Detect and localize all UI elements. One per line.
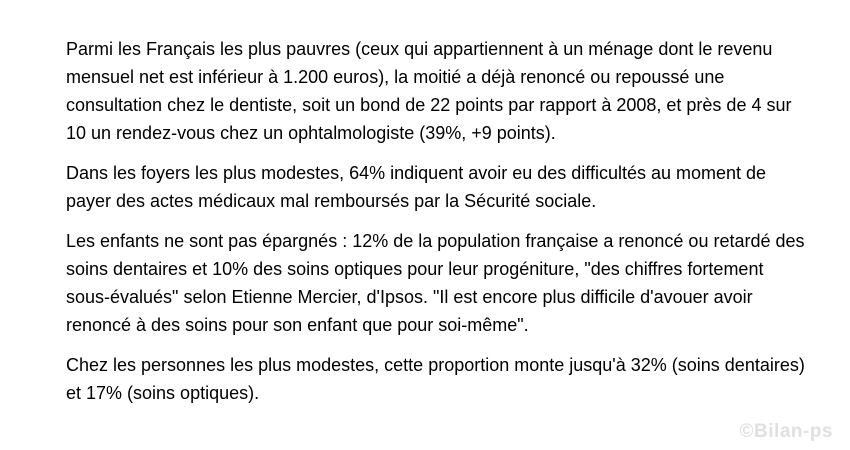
watermark: ©Bilan-ps xyxy=(739,421,833,442)
paragraph-children: Les enfants ne sont pas épargnés : 12% de la population française a renoncé ou retardé des soins dentaires et 10% des soins optiques pour leur progéniture, "des chiffres fortement sous-évalués" selon Etienne Mercier, d'Ipsos. "Il est encore plus difficile d'avouer avoir renoncé à des soins pour son enfant que pour soi-même". xyxy=(66,231,805,335)
paragraph-proportion: Chez les personnes les plus modestes, cette proportion monte jusqu'à 32% (soins dentaires) et 17% (soins optiques). xyxy=(66,355,805,403)
paragraph-poorest-french: Parmi les Français les plus pauvres (ceux qui appartiennent à un ménage dont le revenu mensuel net est inférieur à 1.200 euros), la moitié a déjà renoncé ou repoussé une consultation chez le dentiste, soit un bond de 22 points par rapport à 2008, et près de 4 sur 10 un rendez-vous chez un ophtalmologiste (39%, +9 points). xyxy=(66,39,792,143)
paragraph-modest-households: Dans les foyers les plus modestes, 64% indiquent avoir eu des difficultés au moment de payer des actes médicaux mal remboursés par la Sécurité sociale. xyxy=(66,163,767,211)
article-body xyxy=(66,35,806,419)
